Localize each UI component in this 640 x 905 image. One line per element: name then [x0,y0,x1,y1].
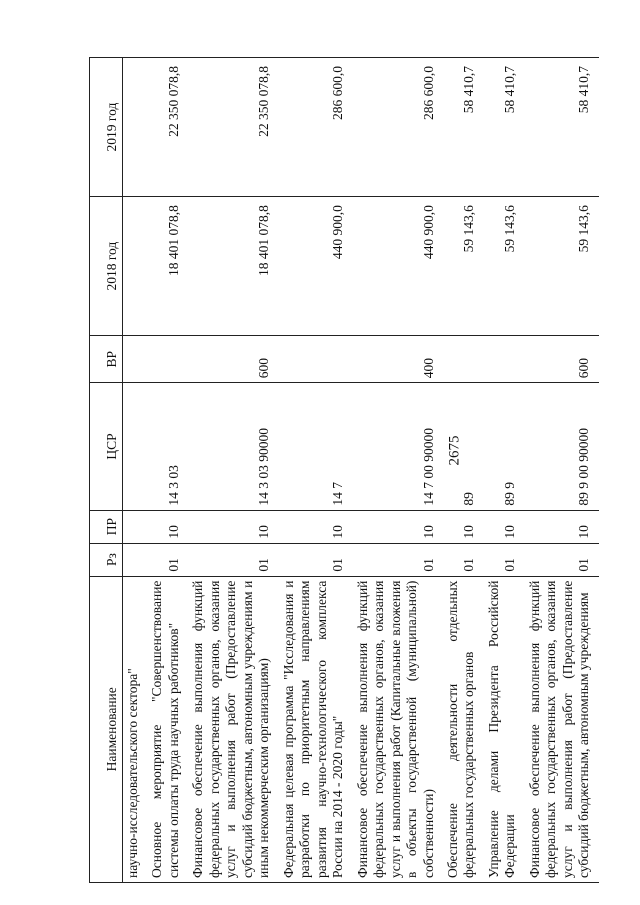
cell-csr: 14 7 [279,383,353,510]
cell-name: Федеральная целевая программа "Исследования и разработки по приоритетным направлениям развития научно-технологического комплекса России на 2014 - 2020 годы" [279,576,353,882]
cell-rz: 01 [353,543,443,576]
cell-rz [123,543,148,576]
budget-table [89,57,599,883]
cell-vr [484,336,525,383]
header-rz: Рз [90,543,123,576]
cell-y2019: 286 600,0 [279,58,353,197]
cell-csr: 89 9 00 90000 [525,383,599,510]
cell-name: научно-исследовательского сектора" [123,576,148,882]
table-row [147,58,188,883]
cell-csr: 89 9 [484,383,525,510]
cell-y2018: 59 143,6 [525,197,599,336]
cell-y2018: 440 900,0 [353,197,443,336]
cell-y2019: 58 410,7 [443,58,484,197]
cell-y2018 [123,197,148,336]
header-row [90,58,123,883]
cell-rz: 01 [147,543,188,576]
table-row [484,58,525,883]
cell-pr: 10 [484,510,525,543]
cell-name: Управление делами Президента Российской Федерации [484,576,525,882]
cell-vr [123,336,148,383]
cell-pr: 10 [279,510,353,543]
header-2018: 2018 год [90,197,123,336]
cell-pr: 10 [188,510,278,543]
header-csr: ЦСР [90,383,123,510]
cell-rz: 01 [188,543,278,576]
cell-y2019: 58 410,7 [525,58,599,197]
cell-csr: 14 3 03 [147,383,188,510]
cell-y2018: 440 900,0 [279,197,353,336]
cell-name: Основное мероприятие "Совершенствование системы оплаты труда научных работников" [147,576,188,882]
cell-pr: 10 [525,510,599,543]
cell-pr: 10 [353,510,443,543]
table-row [443,58,484,883]
cell-y2018: 59 143,6 [484,197,525,336]
cell-vr [443,336,484,383]
cell-vr [147,336,188,383]
header-vr: ВР [90,336,123,383]
cell-rz: 01 [525,543,599,576]
table-row [353,58,443,883]
header-pr: ПР [90,510,123,543]
cell-y2018: 18 401 078,8 [147,197,188,336]
cell-rz: 01 [484,543,525,576]
cell-name: Финансовое обеспечение выполнения функций федеральных государственных органов, оказания услуг и выполнения работ (Предоставление субсидий бюджетным, автономным учреждениям [525,576,599,882]
header-name: Наименование [90,576,123,882]
cell-csr: 14 7 00 90000 [353,383,443,510]
cell-csr: 89 [443,383,484,510]
cell-csr: 14 3 03 90000 [188,383,278,510]
cell-pr: 10 [147,510,188,543]
cell-y2019 [123,58,148,197]
header-2019: 2019 год [90,58,123,197]
cell-y2018: 59 143,6 [443,197,484,336]
table-row [279,58,353,883]
cell-y2018: 18 401 078,8 [188,197,278,336]
rotated-table-wrapper [89,57,594,883]
cell-name: Обеспечение деятельности отдельных федеральных государственных органов [443,576,484,882]
cell-y2019: 58 410,7 [484,58,525,197]
table-row [123,58,148,883]
cell-vr: 600 [525,336,599,383]
cell-vr: 400 [353,336,443,383]
table-row [525,58,599,883]
cell-csr [123,383,148,510]
cell-name: Финансовое обеспечение выполнения функций федеральных государственных органов, оказания услуг и выполнения работ (Капитальные вложения в объекты государственной (муниципальной) собственности) [353,576,443,882]
table-row [188,58,278,883]
cell-y2019: 22 350 078,8 [188,58,278,197]
cell-pr [123,510,148,543]
page-number: 2675 [446,435,463,466]
cell-vr: 600 [188,336,278,383]
cell-y2019: 22 350 078,8 [147,58,188,197]
cell-name: Финансовое обеспечение выполнения функций федеральных государственных органов, оказания услуг и выполнения работ (Предоставление субсидий бюджетным, автономным учреждениям и иным некоммерческим организациям) [188,576,278,882]
cell-y2019: 286 600,0 [353,58,443,197]
cell-vr [279,336,353,383]
cell-pr: 10 [443,510,484,543]
cell-rz: 01 [443,543,484,576]
cell-rz: 01 [279,543,353,576]
